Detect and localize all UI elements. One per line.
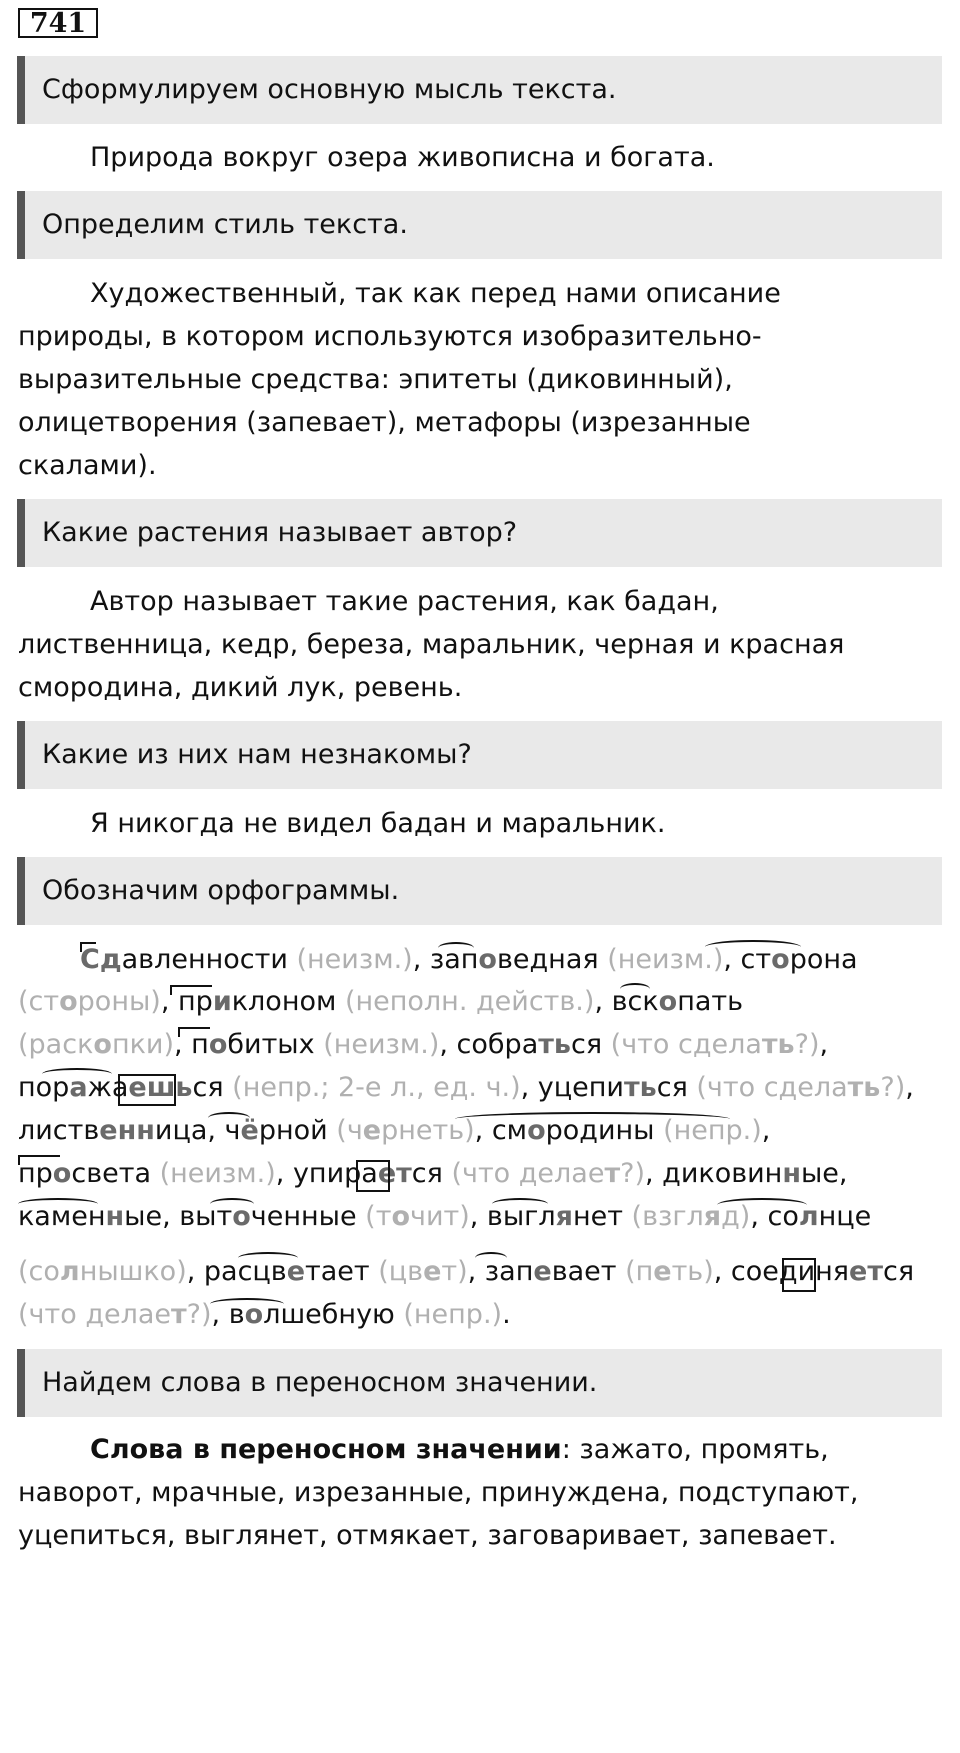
answer-plants (18, 580, 943, 709)
text-segment: , (819, 1029, 829, 1060)
text-segment: жа (87, 1072, 129, 1103)
ending-box (782, 1258, 816, 1292)
answer-line (18, 1428, 943, 1471)
answer-line: уцепиться, выглянет, отмякает, заговаривает, запевает. (18, 1520, 837, 1551)
text-segment: , диковин (645, 1158, 783, 1189)
prefix-mark (80, 942, 96, 952)
text-segment: , вск (594, 986, 659, 1017)
check-word-segment: ть (761, 1029, 795, 1060)
orthogram-letter: е (286, 1256, 306, 1287)
check-word-segment: т (171, 1299, 187, 1330)
answer-unknown-plants (18, 800, 943, 848)
prefix-mark (178, 1027, 210, 1037)
check-word-segment: (что сдела (696, 1072, 848, 1103)
text-segment: , п (173, 1029, 209, 1060)
text-segment: , уцепи (520, 1072, 624, 1103)
check-word-segment: нышко) (79, 1256, 187, 1287)
orthogram-letter: д (99, 944, 122, 975)
check-word-segment: (раск (18, 1029, 94, 1060)
check-word-segment: ?) (186, 1299, 212, 1330)
orthogram-letter: ет (377, 1158, 412, 1189)
orthogram-letter: С (80, 944, 100, 975)
text-segment: ые, (800, 1158, 848, 1189)
task-number: 741 (18, 8, 98, 38)
text-segment: , зап (412, 944, 479, 975)
check-word-segment: д) (721, 1201, 751, 1232)
text-segment: нет (572, 1201, 632, 1232)
check-word-segment: (неизм.) (159, 1158, 276, 1189)
orthogram-letter: а (69, 1072, 88, 1103)
text-segment: лшебную (263, 1299, 404, 1330)
check-word-segment: ?) (794, 1029, 820, 1060)
question-text: Обозначим орфограммы. (42, 875, 400, 906)
question-plants (17, 499, 942, 567)
answer-line: Художественный, так как перед нами описание (90, 278, 781, 309)
check-word-segment: л (59, 1256, 80, 1287)
check-word-segment: (со (18, 1256, 60, 1287)
orthogram-letter: ё (240, 1115, 259, 1146)
text-segment: , выгл (469, 1201, 556, 1232)
root-arc (492, 1198, 548, 1210)
ending-box (356, 1160, 390, 1192)
orthogram-letter: е (533, 1256, 552, 1287)
orthogram-letter: нн (117, 1115, 155, 1146)
check-word-segment: (ст (18, 986, 60, 1017)
prefix-mark (18, 1155, 60, 1165)
check-word-segment: е (423, 1256, 442, 1287)
check-word-segment: (неизм.) (323, 1029, 440, 1060)
orthogram-letter: и (212, 986, 232, 1017)
answer-style (18, 272, 943, 487)
text-segment: , соединя (713, 1256, 850, 1287)
answer-line: наворот, мрачные, изрезанные, принуждена, подступают, (18, 1477, 859, 1508)
text-segment: пр (18, 1158, 53, 1189)
orthogram-letter: ть (538, 1029, 571, 1060)
orthogram-letter: я (555, 1201, 573, 1232)
text-segment: рной (258, 1115, 337, 1146)
question-text: Сформулируем основную мысль текста. (42, 74, 617, 105)
question-text: Определим стиль текста. (42, 209, 408, 240)
answer-text: : зажато, промять, (561, 1434, 829, 1465)
answer-line: Природа вокруг озера живописна и богата. (90, 142, 715, 173)
text-segment: , см (474, 1115, 528, 1146)
orthogram-letter: о (658, 986, 678, 1017)
answer-line: Я никогда не видел бадан и маральник. (90, 808, 666, 839)
text-segment: , со (750, 1201, 799, 1232)
text-segment: пать (677, 986, 744, 1017)
orthogram-letter: о (527, 1115, 546, 1146)
root-arc (210, 1198, 254, 1210)
orthogram-letter: о (478, 944, 497, 975)
text-segment: клоном (231, 986, 345, 1017)
text-segment: рона (789, 944, 858, 975)
question-text: Найдем слова в переносном значении. (42, 1367, 598, 1398)
check-word-segment: (что делае (451, 1158, 605, 1189)
answer-line: скалами). (18, 450, 157, 481)
text-segment: ведная (496, 944, 608, 975)
check-word-segment: о (93, 1029, 112, 1060)
check-word-segment: е (362, 1115, 382, 1146)
answer-figurative (18, 1428, 943, 1557)
text-segment: родины (545, 1115, 664, 1146)
question-main-idea (17, 56, 942, 124)
orthogram-letter: е (99, 1115, 118, 1146)
check-word-segment: о (391, 1201, 410, 1232)
orthogram-letter: н (105, 1201, 125, 1232)
root-arc (208, 1112, 250, 1124)
answer-line: выразительные средства: эпитеты (диковинный), (18, 364, 733, 395)
check-word-segment: (непр.) (663, 1115, 762, 1146)
check-word-segment: чит) (410, 1201, 470, 1232)
root-arc (620, 983, 650, 995)
answer-line: природы, в котором используются изобразительно- (18, 321, 762, 352)
check-word-segment: т) (441, 1256, 468, 1287)
text-segment: , пр (160, 986, 213, 1017)
check-word-segment: т (604, 1158, 621, 1189)
text-segment: ица, ч (154, 1115, 241, 1146)
check-word-segment: (п (625, 1256, 654, 1287)
question-text: Какие из них нам незнакомы? (42, 739, 472, 770)
check-word-segment: ?) (620, 1158, 645, 1189)
text-segment: ся (883, 1256, 915, 1287)
root-arc (42, 1068, 112, 1080)
text-segment: нце (818, 1201, 872, 1232)
check-word-segment: (неизм.) (607, 944, 724, 975)
root-arc (238, 1252, 298, 1264)
orthogram-letter: о (232, 1201, 251, 1232)
check-word-segment: ть) (671, 1256, 714, 1287)
root-arc (18, 1198, 98, 1210)
check-word-segment: (что сдела (610, 1029, 762, 1060)
ending-box (118, 1074, 176, 1106)
text-segment: света (71, 1158, 160, 1189)
check-word-segment: (непр.; 2-е л., ед. ч.) (232, 1072, 521, 1103)
answer-label: Слова в переносном значении (90, 1434, 562, 1465)
orthogram-letter: н (782, 1158, 801, 1189)
text-segment: , собра (439, 1029, 539, 1060)
text-segment: ся (192, 1072, 233, 1103)
check-word-segment: роны) (77, 986, 161, 1017)
answer-line: Автор называет такие растения, как бадан, (90, 586, 719, 617)
text-segment: , упира (275, 1158, 378, 1189)
orthogram-letter: о (208, 1029, 228, 1060)
root-arc (210, 1298, 284, 1310)
root-arc (475, 1252, 507, 1264)
text-segment: , (761, 1115, 771, 1146)
check-word-segment: е (653, 1256, 672, 1287)
text-segment: ся (656, 1072, 697, 1103)
check-word-segment: пки) (111, 1029, 174, 1060)
check-word-segment: (взгл (631, 1201, 704, 1232)
text-segment: , в (211, 1299, 245, 1330)
root-arc (717, 1198, 807, 1212)
question-orthograms (17, 857, 942, 925)
check-word-segment: ?) (880, 1072, 906, 1103)
orthogram-letter: л (798, 1201, 819, 1232)
orthogram-letter: ть (623, 1072, 657, 1103)
root-arc (455, 1112, 730, 1126)
text-segment: ченные (250, 1201, 366, 1232)
answer-line: олицетворения (запевает), метафоры (изрезанные (18, 407, 751, 438)
check-word-segment: (непр.) (403, 1299, 503, 1330)
text-segment: листв (18, 1115, 100, 1146)
check-word-segment: (неполн. действ.) (344, 986, 595, 1017)
root-arc (705, 940, 801, 954)
text-segment: , расцв (186, 1256, 287, 1287)
question-style (17, 191, 942, 259)
text-segment: ся (570, 1029, 611, 1060)
check-word-segment: ть (847, 1072, 881, 1103)
root-arc (438, 942, 474, 954)
orthogram-line (18, 1250, 914, 1293)
check-word-segment: о (59, 986, 78, 1017)
check-word-segment: (что делае (18, 1299, 172, 1330)
check-word-segment: рнеть) (381, 1115, 475, 1146)
check-word-segment: (т (365, 1201, 392, 1232)
orthogram-letter: ешь (128, 1072, 193, 1103)
answer-line: лиственница, кедр, береза, маральник, черная и красная (18, 629, 845, 660)
orthogram-letter: о (244, 1299, 264, 1330)
text-segment: ые, выт (124, 1201, 233, 1232)
text-segment: камен (18, 1201, 106, 1232)
question-text: Какие растения называет автор? (42, 517, 518, 548)
orthogram-letter: ет (849, 1256, 883, 1287)
orthogram-line (18, 1152, 848, 1195)
text-segment: ся (411, 1158, 452, 1189)
text-segment: , (905, 1072, 914, 1103)
text-segment: , ст (723, 944, 772, 975)
orthogram-letter: о (52, 1158, 72, 1189)
check-word-segment: (неизм.) (296, 944, 413, 975)
text-segment: битых (227, 1029, 324, 1060)
answer-main-idea (18, 134, 943, 182)
text-segment: авленности (121, 944, 297, 975)
prefix-mark (170, 985, 212, 995)
check-word-segment: (ч (336, 1115, 363, 1146)
text-segment: . (502, 1299, 511, 1330)
orthogram-letter: о (771, 944, 790, 975)
orthogram-line (18, 1023, 828, 1066)
text-segment: пор (18, 1072, 70, 1103)
question-unknown-plants (17, 721, 942, 789)
text-segment: , зап (467, 1256, 534, 1287)
check-word-segment: (цв (378, 1256, 424, 1287)
question-figurative (17, 1349, 942, 1417)
answer-line: смородина, дикий лук, ревень. (18, 672, 463, 703)
text-segment: тает (305, 1256, 379, 1287)
check-word-segment: я (703, 1201, 722, 1232)
text-segment: вает (551, 1256, 626, 1287)
